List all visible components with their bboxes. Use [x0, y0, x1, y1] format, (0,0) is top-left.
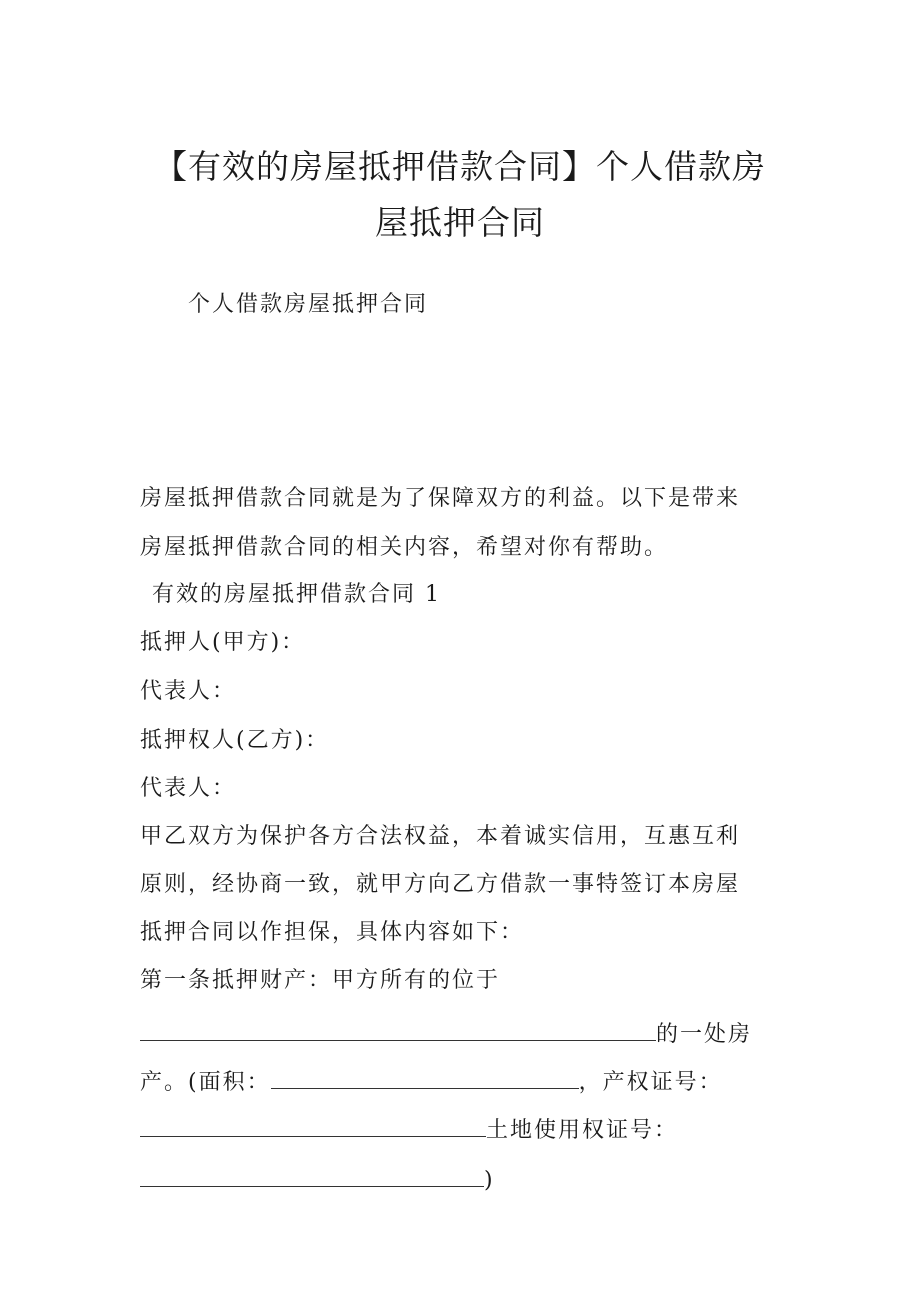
preamble-line-3: 抵押合同以作担保，具体内容如下：: [140, 920, 525, 945]
article-1-line-1: 第一条抵押财产：甲方所有的位于: [140, 968, 501, 993]
article-1-line-4: [140, 1112, 678, 1146]
representative-b-field: 代表人：: [140, 776, 237, 801]
document-title-line-1: 【有效的房屋抵押借款合同】个人借款房: [154, 147, 766, 186]
area-label: 产。(面积：: [140, 1070, 271, 1095]
land-use-label: 土地使用权证号：: [486, 1118, 679, 1143]
land-use-number-blank: [140, 1162, 484, 1187]
article-1-line-5: [140, 1162, 495, 1196]
intro-line-1: 房屋抵押借款合同就是为了保障双方的利益。以下是带来: [140, 486, 741, 511]
intro-line-2: 房屋抵押借款合同的相关内容，希望对你有帮助。: [140, 535, 669, 560]
preamble-line-2: 原则，经协商一致，就甲方向乙方借款一事特签订本房屋: [140, 872, 741, 897]
area-blank: [271, 1064, 579, 1089]
preamble-line-1: 甲乙双方为保护各方合法权益，本着诚实信用，互惠互利: [140, 824, 741, 849]
certificate-label: ，产权证号：: [578, 1070, 723, 1095]
property-suffix: 的一处房: [656, 1022, 753, 1047]
closing-paren: ): [484, 1168, 495, 1193]
section-heading: 有效的房屋抵押借款合同 1: [152, 582, 441, 607]
mortgagee-field: 抵押权人(乙方)：: [140, 728, 330, 753]
certificate-number-blank: [140, 1112, 486, 1137]
representative-a-field: 代表人：: [140, 679, 237, 704]
mortgagor-field: 抵押人(甲方)：: [140, 630, 306, 655]
subtitle: 个人借款房屋抵押合同: [188, 292, 429, 317]
article-1-line-3: [140, 1064, 723, 1098]
property-location-blank: [140, 1016, 656, 1041]
document-title-line-2: 屋抵押合同: [375, 203, 545, 242]
article-1-line-2: [140, 1016, 752, 1050]
